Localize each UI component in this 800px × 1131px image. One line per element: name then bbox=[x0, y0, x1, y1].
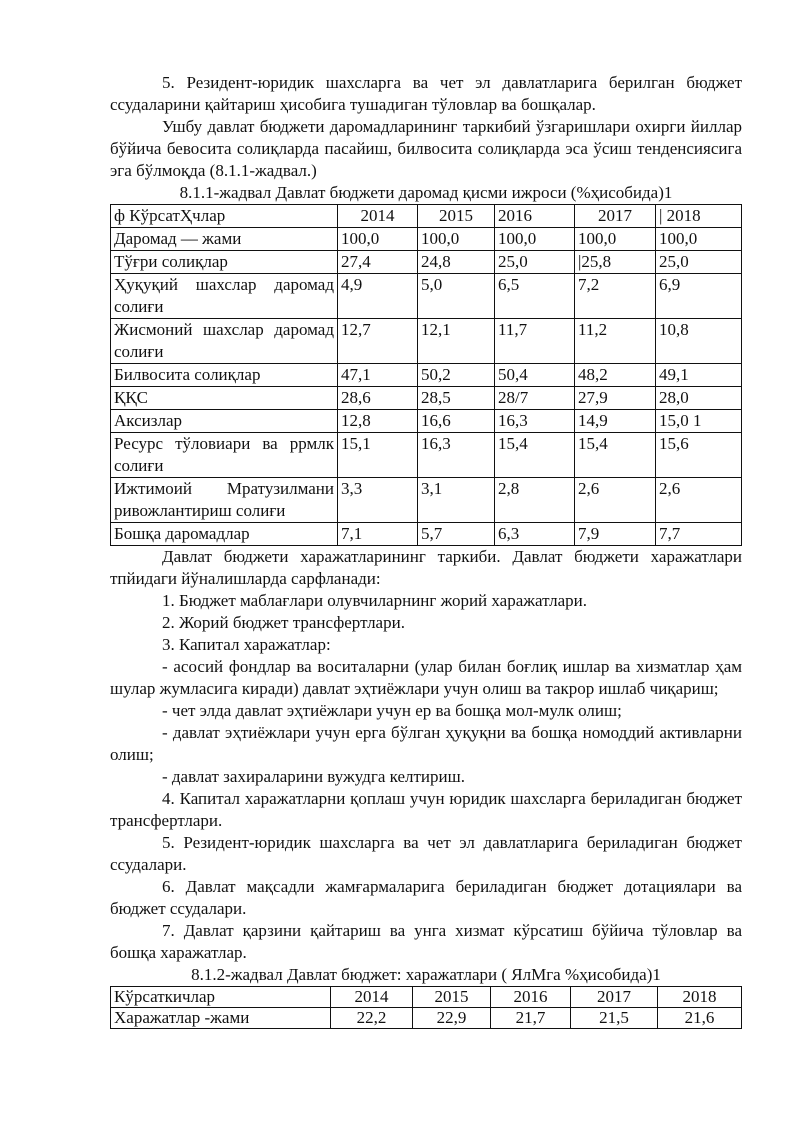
table-cell: 100,0 bbox=[338, 228, 418, 251]
table-cell: 25,0 bbox=[495, 251, 575, 274]
table-row bbox=[111, 319, 742, 364]
table-row bbox=[111, 410, 742, 433]
list-item: 3. Капитал харажатлар: bbox=[162, 635, 331, 654]
row-label: Бошқа даромадлар bbox=[111, 523, 338, 546]
row-label: ҚҚС bbox=[111, 387, 338, 410]
list-item: 6. Давлат мақсадли жамғармаларига бериладиган бюджет дотациялари ва бюджет ссудалари. bbox=[110, 877, 742, 918]
paragraph: Ушбу давлат бюджети даромадларининг таркибий ўзгаришлари охирги йиллар бўйича бевосита солиқларда пасайиш, билвосита солиқларда эса ўсиш тенденсиясига эга бўлмоқда (8.1.1-жадвал.) bbox=[110, 117, 742, 180]
table-cell: 7,9 bbox=[575, 523, 656, 546]
revenue-table bbox=[110, 204, 742, 546]
table-cell: 2,8 bbox=[495, 478, 575, 523]
row-label: Ижтимоий Мратузилмани ривожлантириш солиғи bbox=[111, 478, 338, 523]
table-cell: 7,2 bbox=[575, 274, 656, 319]
header-cell: 2014 bbox=[338, 205, 418, 228]
document-page bbox=[110, 72, 742, 1029]
table-cell: 100,0 bbox=[656, 228, 742, 251]
table-cell: 2,6 bbox=[575, 478, 656, 523]
table-row bbox=[111, 478, 742, 523]
table-cell: 100,0 bbox=[495, 228, 575, 251]
list-item: - асосий фондлар ва воситаларни (улар билан боғлиқ ишлар ва хизматлар ҳам шулар жумласига киради) давлат эҳтиёжлари учун олиш ва такрор ишлаб чиқариш; bbox=[110, 657, 742, 698]
header-cell: 2016 bbox=[495, 205, 575, 228]
header-cell: 2016 bbox=[491, 987, 571, 1008]
table-cell: 7,1 bbox=[338, 523, 418, 546]
table-cell: 6,9 bbox=[656, 274, 742, 319]
table-cell: 12,1 bbox=[418, 319, 495, 364]
list-item: 4. Капитал харажатларни қоплаш учун юридик шахсларга бериладиган бюджет трансфертлари. bbox=[110, 789, 742, 830]
table-row bbox=[111, 251, 742, 274]
table-cell: 4,9 bbox=[338, 274, 418, 319]
header-cell: Кўрсаткичлар bbox=[111, 987, 331, 1008]
header-cell: 2018 bbox=[658, 987, 742, 1008]
table-cell: 15,1 bbox=[338, 433, 418, 478]
table-cell: 100,0 bbox=[575, 228, 656, 251]
table-cell: 7,7 bbox=[656, 523, 742, 546]
row-label: Билвосита солиқлар bbox=[111, 364, 338, 387]
table-cell: 16,3 bbox=[495, 410, 575, 433]
table-cell: 16,6 bbox=[418, 410, 495, 433]
header-cell: ф КўрсатҲчлар bbox=[111, 205, 338, 228]
table-cell: 28,5 bbox=[418, 387, 495, 410]
table-cell: 6,5 bbox=[495, 274, 575, 319]
table-cell: 28/7 bbox=[495, 387, 575, 410]
table-caption: 8.1.2-жадвал Давлат бюджет: харажатлари ( ЯлМга %ҳисобида)1 bbox=[191, 965, 661, 984]
table-cell: 11,7 bbox=[495, 319, 575, 364]
header-cell: 2017 bbox=[575, 205, 656, 228]
header-cell: 2015 bbox=[413, 987, 491, 1008]
expenditure-table bbox=[110, 986, 742, 1029]
table-cell: 3,1 bbox=[418, 478, 495, 523]
table-cell: 22,9 bbox=[413, 1008, 491, 1029]
table-cell: 25,0 bbox=[656, 251, 742, 274]
list-item: 2. Жорий бюджет трансфертлари. bbox=[162, 613, 405, 632]
table-row bbox=[111, 523, 742, 546]
table-cell: 12,7 bbox=[338, 319, 418, 364]
table-header-row bbox=[111, 987, 742, 1008]
table-cell: 16,3 bbox=[418, 433, 495, 478]
table-cell: 100,0 bbox=[418, 228, 495, 251]
table-cell: 5,0 bbox=[418, 274, 495, 319]
header-cell: 2014 bbox=[331, 987, 413, 1008]
table-row bbox=[111, 433, 742, 478]
table-cell: 27,9 bbox=[575, 387, 656, 410]
table-cell: 21,5 bbox=[571, 1008, 658, 1029]
row-label: Тўғри солиқлар bbox=[111, 251, 338, 274]
table-cell: 6,3 bbox=[495, 523, 575, 546]
table-row bbox=[111, 364, 742, 387]
table-cell: 21,6 bbox=[658, 1008, 742, 1029]
table-row bbox=[111, 274, 742, 319]
table-cell: 10,8 bbox=[656, 319, 742, 364]
table-cell: 24,8 bbox=[418, 251, 495, 274]
table-cell: |25,8 bbox=[575, 251, 656, 274]
row-label: Ресурс тўловиари ва ррмлк солиғи bbox=[111, 433, 338, 478]
table-cell: 2,6 bbox=[656, 478, 742, 523]
row-label: Харажатлар -жами bbox=[111, 1008, 331, 1029]
row-label: Ҳуқуқий шахслар даромад солиғи bbox=[111, 274, 338, 319]
table-cell: 50,2 bbox=[418, 364, 495, 387]
row-label: Даромад — жами bbox=[111, 228, 338, 251]
table-cell: 15,4 bbox=[495, 433, 575, 478]
header-cell: | 2018 bbox=[656, 205, 742, 228]
table-cell: 21,7 bbox=[491, 1008, 571, 1029]
table-cell: 28,6 bbox=[338, 387, 418, 410]
list-item: - чет элда давлат эҳтиёжлари учун ер ва бошқа мол-мулк олиш; bbox=[162, 701, 622, 720]
row-label: Жисмоний шахслар даромад солиғи bbox=[111, 319, 338, 364]
header-cell: 2015 bbox=[418, 205, 495, 228]
list-item: - давлат захираларини вужудга келтириш. bbox=[162, 767, 465, 786]
table-cell: 49,1 bbox=[656, 364, 742, 387]
list-item: 7. Давлат қарзини қайтариш ва унга хизмат кўрсатиш бўйича тўловлар ва бошқа харажатлар. bbox=[110, 921, 742, 962]
row-label: Аксизлар bbox=[111, 410, 338, 433]
table-cell: 15,4 bbox=[575, 433, 656, 478]
table-row bbox=[111, 387, 742, 410]
table-cell: 3,3 bbox=[338, 478, 418, 523]
table-cell: 12,8 bbox=[338, 410, 418, 433]
list-item: 1. Бюджет маблағлари олувчиларнинг жорий харажатлари. bbox=[162, 591, 587, 610]
table-cell: 28,0 bbox=[656, 387, 742, 410]
table-cell: 22,2 bbox=[331, 1008, 413, 1029]
header-cell: 2017 bbox=[571, 987, 658, 1008]
list-item: - давлат эҳтиёжлари учун ерга бўлган ҳуқуқни ва бошқа номоддий активларни олиш; bbox=[110, 723, 742, 764]
paragraph: 5. Резидент-юридик шахсларга ва чет эл давлатларига берилган бюджет ссудаларини қайтариш ҳисобига тушадиган тўловлар ва бошқалар. bbox=[110, 73, 742, 114]
paragraph: Давлат бюджети харажатларининг таркиби. Давлат бюджети харажатлари тпйидаги йўналишларда сарфланади: bbox=[110, 547, 742, 588]
list-item: 5. Резидент-юридик шахсларга ва чет эл давлатларига бериладиган бюджет ссудалари. bbox=[110, 833, 742, 874]
table-cell: 47,1 bbox=[338, 364, 418, 387]
table-header-row bbox=[111, 205, 742, 228]
table-cell: 11,2 bbox=[575, 319, 656, 364]
table-row bbox=[111, 228, 742, 251]
table-cell: 15,0 1 bbox=[656, 410, 742, 433]
table-row bbox=[111, 1008, 742, 1029]
table-cell: 27,4 bbox=[338, 251, 418, 274]
table-cell: 50,4 bbox=[495, 364, 575, 387]
table-cell: 15,6 bbox=[656, 433, 742, 478]
table-cell: 5,7 bbox=[418, 523, 495, 546]
table-cell: 14,9 bbox=[575, 410, 656, 433]
table-caption: 8.1.1-жадвал Давлат бюджети даромад қисми ижроси (%ҳисобида)1 bbox=[179, 183, 673, 202]
table-cell: 48,2 bbox=[575, 364, 656, 387]
